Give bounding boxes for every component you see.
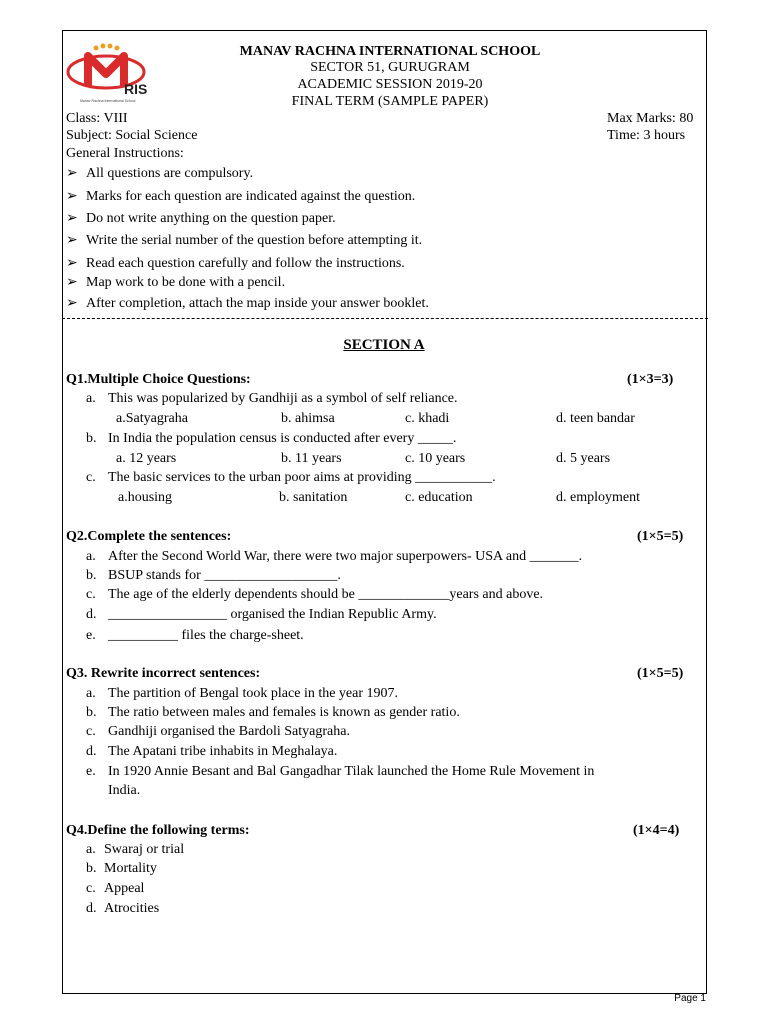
q3-item: In 1920 Annie Besant and Bal Gangadhar Tilak launched the Home Rule Movement in <box>108 764 595 779</box>
q3-item: The ratio between males and females is known as gender ratio. <box>108 705 460 720</box>
arrow-bullet-icon: ➢ <box>66 189 78 204</box>
q4-title: Q4.Define the following terms: <box>66 823 250 838</box>
q1-option: c. education <box>405 490 473 505</box>
item-label: c. <box>86 470 96 485</box>
item-label: e. <box>86 628 96 643</box>
q1-option: c. 10 years <box>405 451 466 466</box>
q1-title: Q1.Multiple Choice Questions: <box>66 372 251 387</box>
q2-item: __________ files the charge-sheet. <box>108 628 304 643</box>
q1-option: a. 12 years <box>116 451 177 466</box>
svg-text:Manav Rachna International Sch: Manav Rachna International School <box>80 99 136 103</box>
school-logo-icon <box>66 42 150 104</box>
item-label: c. <box>86 881 96 896</box>
q2-marks: (1×5=5) <box>637 529 684 544</box>
q1-option: d. employment <box>556 490 640 505</box>
q1-option: d. teen bandar <box>556 411 635 426</box>
item-label: d. <box>86 901 97 916</box>
q2-item: After the Second World War, there were two major superpowers- USA and _______. <box>108 549 583 564</box>
q1-option: b. sanitation <box>279 490 348 505</box>
q1-option: b. 11 years <box>281 451 342 466</box>
q1-marks: (1×3=3) <box>627 372 674 387</box>
q1-question-c: The basic services to the urban poor aims at providing ___________. <box>108 470 496 485</box>
q1-option: c. khadi <box>405 411 450 426</box>
item-label: c. <box>86 587 96 602</box>
arrow-bullet-icon: ➢ <box>66 233 78 248</box>
class-label: Class: VIII <box>66 111 128 126</box>
item-label: d. <box>86 607 97 622</box>
q1-option: b. ahimsa <box>281 411 335 426</box>
item-label: a. <box>86 686 96 701</box>
item-label: c. <box>86 724 96 739</box>
q1-question-a: This was popularized by Gandhiji as a symbol of self reliance. <box>108 391 458 406</box>
arrow-bullet-icon: ➢ <box>66 275 78 290</box>
item-label: b. <box>86 568 97 583</box>
instructions-title: General Instructions: <box>66 146 184 161</box>
q3-item-continued: India. <box>108 783 141 798</box>
q3-item: Gandhiji organised the Bardoli Satyagraha. <box>108 724 350 739</box>
arrow-bullet-icon: ➢ <box>66 256 78 271</box>
arrow-bullet-icon: ➢ <box>66 296 78 311</box>
svg-text:RIS: RIS <box>124 81 148 97</box>
q1-option: a.Satyagraha <box>116 411 188 426</box>
instruction-item: ➢ Read each question carefully and follow the instructions. <box>66 256 405 271</box>
instruction-item: ➢ Marks for each question are indicated against the question. <box>66 189 416 204</box>
page-number: Page 1 <box>674 993 706 1004</box>
q1-question-b: In India the population census is conducted after every _____. <box>108 431 457 446</box>
q1-option: d. 5 years <box>556 451 611 466</box>
section-title: SECTION A <box>343 337 425 353</box>
item-label: d. <box>86 744 97 759</box>
instruction-item: ➢ Map work to be done with a pencil. <box>66 275 286 290</box>
section-divider <box>62 318 708 319</box>
q1-option: a.housing <box>118 490 173 505</box>
instruction-item: ➢ After completion, attach the map inside your answer booklet. <box>66 296 429 311</box>
item-label: b. <box>86 861 97 876</box>
item-label: e. <box>86 764 96 779</box>
time-label: Time: 3 hours <box>607 128 686 143</box>
max-marks: Max Marks: 80 <box>607 111 694 126</box>
instruction-item: ➢ Write the serial number of the question before attempting it. <box>66 233 423 248</box>
q4-term: Mortality <box>104 861 157 876</box>
item-label: b. <box>86 705 97 720</box>
q4-term: Atrocities <box>104 901 160 916</box>
q4-marks: (1×4=4) <box>633 823 680 838</box>
item-label: a. <box>86 549 96 564</box>
q3-title: Q3. Rewrite incorrect sentences: <box>66 666 261 681</box>
subject-label: Subject: Social Science <box>66 128 198 143</box>
q3-item: The partition of Bengal took place in the year 1907. <box>108 686 399 701</box>
arrow-bullet-icon: ➢ <box>66 166 78 181</box>
q3-item: The Apatani tribe inhabits in Meghalaya. <box>108 744 338 759</box>
item-label: a. <box>86 842 96 857</box>
q2-item: The age of the elderly dependents should be _____________years and above. <box>108 587 544 602</box>
q3-marks: (1×5=5) <box>637 666 684 681</box>
q2-item: _________________ organised the Indian Republic Army. <box>108 607 437 622</box>
instruction-item: ➢ All questions are compulsory. <box>66 166 254 181</box>
academic-session: ACADEMIC SESSION 2019-20 <box>297 77 483 92</box>
school-name: MANAV RACHNA INTERNATIONAL SCHOOL <box>239 44 541 59</box>
instruction-item: ➢ Do not write anything on the question paper. <box>66 211 336 226</box>
q4-term: Swaraj or trial <box>104 842 185 857</box>
q4-term: Appeal <box>104 881 145 896</box>
term-title: FINAL TERM (SAMPLE PAPER) <box>291 94 489 109</box>
q2-item: BSUP stands for ___________________. <box>108 568 341 583</box>
item-label: b. <box>86 431 97 446</box>
item-label: a. <box>86 391 96 406</box>
q2-title: Q2.Complete the sentences: <box>66 529 232 544</box>
arrow-bullet-icon: ➢ <box>66 211 78 226</box>
school-sector: SECTOR 51, GURUGRAM <box>310 60 470 75</box>
